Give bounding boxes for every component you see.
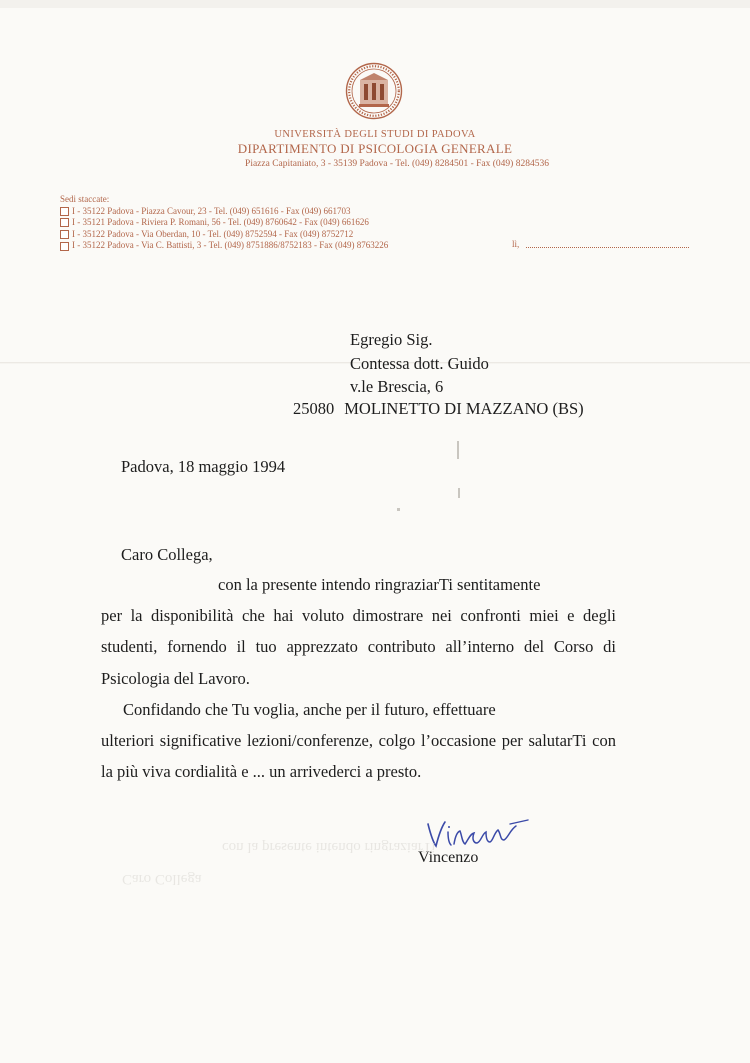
recipient-address xyxy=(350,328,489,399)
branch-office-text: I - 35122 Padova - Piazza Cavour, 23 - Tel. (049) 651616 - Fax (049) 661703 xyxy=(72,205,351,216)
letter-date: Padova, 18 maggio 1994 xyxy=(121,457,286,476)
branch-checkbox-icon xyxy=(60,207,69,216)
signer-name: Vincenzo xyxy=(418,849,479,866)
recipient-city: MOLINETTO DI MAZZANO (BS) xyxy=(344,399,584,418)
letter-body xyxy=(101,569,616,787)
place-date-dotted-line xyxy=(526,247,689,248)
branch-office-row xyxy=(60,229,388,241)
university-name: UNIVERSITÀ DEGLI STUDI DI PADOVA xyxy=(274,129,476,140)
paragraph-2 xyxy=(101,694,616,788)
paragraph-1-first-line: con la presente intendo ringraziarTi sentitamente xyxy=(218,575,541,594)
recipient-line-1: Egregio Sig. xyxy=(350,330,433,349)
branch-office-text: I - 35121 Padova - Riviera P. Romani, 56 - Tel. (049) 8760642 - Fax (049) 661626 xyxy=(72,217,369,228)
recipient-line-2: Contessa dott. Guido xyxy=(350,353,489,373)
branch-offices xyxy=(60,194,388,252)
place-date-label: lì, xyxy=(512,239,520,249)
paper-speck xyxy=(458,488,460,498)
branch-office-row xyxy=(60,240,388,252)
paragraph-1-rest: per la disponibilità che hai voluto dimostrare nei confronti miei e degli studenti, fornendo il tuo apprezzato contributo all’interno del Corso di Psicologia del Lavoro. xyxy=(101,606,616,688)
department-address: Piazza Capitaniato, 3 - 35139 Padova - Tel. (049) 8284501 - Fax (049) 8284536 xyxy=(245,159,549,169)
paragraph-2-rest: ulteriori significative lezioni/conferenze, colgo l’occasione per salutarTi con la più viva cordialità e ... un arrivederci a presto. xyxy=(101,731,616,782)
recipient-line-3: v.le Brescia, 6 xyxy=(350,377,444,397)
branch-checkbox-icon xyxy=(60,218,69,227)
branch-checkbox-icon xyxy=(60,242,69,251)
paper-speck xyxy=(397,508,400,511)
recipient-city-line xyxy=(293,399,584,419)
branch-office-text: I - 35122 Padova - Via Oberdan, 10 - Tel. (049) 8752594 - Fax (049) 8752712 xyxy=(72,228,354,239)
show-through-text: Caro Collega xyxy=(122,871,202,887)
show-through-text: con la presente intendo ringraziarTi xyxy=(222,839,436,855)
branch-offices-title: Sedi staccate: xyxy=(60,194,110,204)
paragraph-1 xyxy=(101,569,616,694)
branch-checkbox-icon xyxy=(60,230,69,239)
recipient-postcode: 25080 xyxy=(293,399,335,418)
paper-speck xyxy=(457,441,459,459)
branch-office-text: I - 35122 Padova - Via C. Battisti, 3 - Tel. (049) 8751886/8752183 - Fax (049) 8763226 xyxy=(72,240,389,251)
salutation: Caro Collega, xyxy=(121,545,213,564)
paragraph-2-first-line: Confidando che Tu voglia, anche per il futuro, effettuare xyxy=(123,699,496,719)
university-seal-icon xyxy=(345,62,403,120)
branch-office-row xyxy=(60,217,388,229)
letterhead xyxy=(0,128,750,171)
branch-office-row xyxy=(60,206,388,218)
department-name: DIPARTIMENTO DI PSICOLOGIA GENERALE xyxy=(237,141,513,156)
